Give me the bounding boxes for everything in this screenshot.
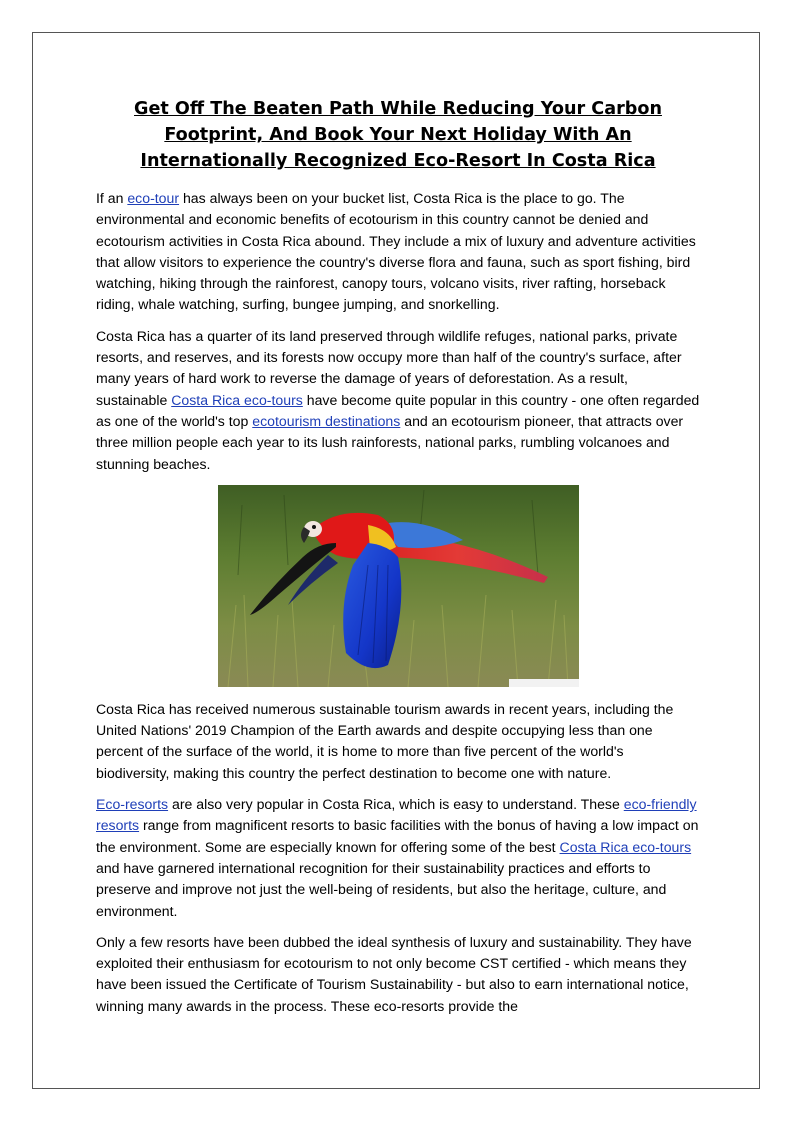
link-eco-resorts[interactable]: Eco-resorts [96,796,169,813]
paragraph-luxury: Only a few resorts have been dubbed the ideal synthesis of luxury and sustainability. They have exploited their enthusiasm for ecotourism to not only become CST certified - which means they have been issued the Certificate of Tourism Sustainability - but also to earn international notice, winning many awards in the process. These eco-resorts provide the [96,933,692,1014]
page-title: Get Off The Beaten Path While Reducing Your Carbon Footprint, And Book Your Next Holiday With An Internationally Recognized Eco-Resort In Costa Rica [134,99,662,171]
text: If an [96,190,128,206]
link-eco-friendly-resorts[interactable]: eco-friendly resorts [96,796,697,834]
macaw-photo [218,485,579,687]
text: and have garnered international recognition for their sustainability practices and efforts to preserve and improve not just the well-being of residents, but also the heritage, culture, and environment. [96,859,667,919]
paragraph-land [96,326,700,475]
link-costa-rica-eco-tours[interactable]: Costa Rica eco-tours [171,391,303,408]
text: has always been on your bucket list, Costa Rica is the place to go. The environmental and economic benefits of ecotourism in this country cannot be denied and ecotourism activities in Costa Rica abound. They include a mix of luxury and adventure activities that allow visitors to experience the country's diverse flora and fauna, such as sport fishing, bird watching, hiking through the rainforest, canopy tours, volcano visits, river rafting, horseback riding, whale watching, surfing, bungee jumping, and snorkelling. [96,190,696,313]
text: are also very popular in Costa Rica, which is easy to understand. These [168,796,624,813]
text: have become quite popular in this country - one often regarded as one of the world's top [96,391,700,429]
paragraph-awards: Costa Rica has received numerous sustainable tourism awards in recent years, including the United Nations' 2019 Champion of the Earth awards and despite occupying less than one percent of the surface of the world, it is home to more than five percent of the world's biodiversity, making this country the perfect destination to become one with nature. [96,700,674,781]
document-body [96,96,700,1027]
link-costa-rica-eco-tours-2[interactable]: Costa Rica eco-tours [559,838,692,855]
text: range from magnificent resorts to basic facilities with the bonus of having a low impact on the environment. Some are especially known for offering some of the best [96,817,699,855]
link-eco-tour[interactable]: eco-tour [127,190,180,206]
paragraph-intro [96,188,700,316]
paragraph-eco-resorts [96,794,700,922]
link-ecotourism-destinations[interactable]: ecotourism destinations [252,412,401,429]
text: and an ecotourism pioneer, that attracts over three million people each year to its lush rainforests, national parks, rumbling volcanoes and stunning beaches. [96,412,684,472]
text: Costa Rica has a quarter of its land preserved through wildlife refuges, national parks, private resorts, and reserves, and its forests now occupy more than half of the country's surface, after many years of hard work to reverse the damage of years of deforestation. As a result, sustainable [96,327,682,408]
